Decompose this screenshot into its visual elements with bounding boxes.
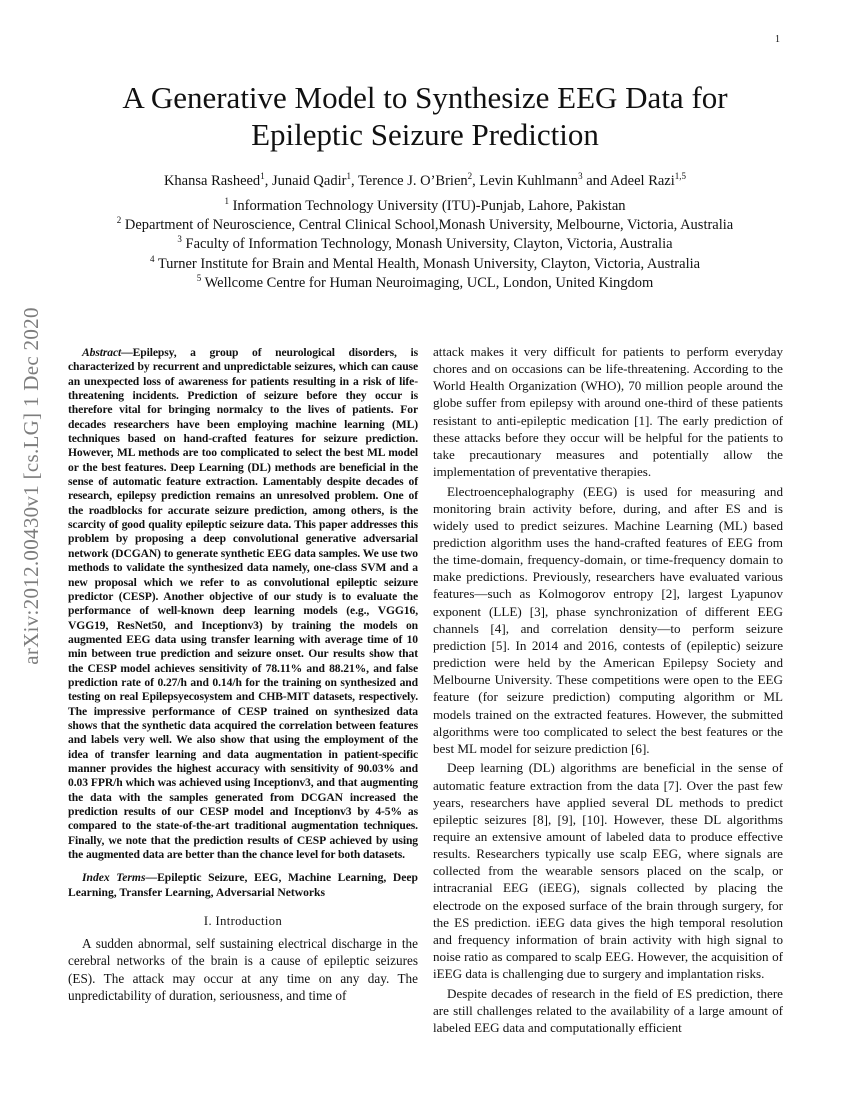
body-paragraph: Electroencephalography (EEG) is used for measuring and monitoring brain activity before, during, and after ES and is widely used to predict seizures. Machine Learning (ML) based prediction algorithm uses the hand-crafted features of EEG from the time-domain, frequency-domain, or time-frequency domain to make predictions. Previously, researchers have evaluated various features—such as Kolmogorov entropy [2], largest Lyapunov exponent (LLE) [3], phase synchronization of different EEG channels [4], and correlation density—to perform seizure prediction [5]. In 2014 and 2016, contests of (epileptic) seizure prediction were held by the American Epilepsy Society and Melbourne University. These competitions were open to the EEG feature (for seizure prediction) computing algorithm or ML models trained on the extracted features. However, the submitted algorithms were too complicated to select the best features or the best ML model for seizure prediction [6]. xyxy=(433,483,783,756)
affiliation: $^2$ Department of Neuroscience, Central Clinical School,Monash University, Melbourne, Victoria, Australia xyxy=(116,215,734,234)
author: Junaid Qadir$^1$ xyxy=(271,171,351,189)
paper-title xyxy=(60,79,790,153)
index-terms-label: Index Terms xyxy=(82,871,146,885)
body-paragraph: Despite decades of research in the field of ES prediction, there are still challenges related to the availability of a large amount of labeled EEG data and computationally efficient xyxy=(433,985,783,1035)
affiliation: $^3$ Faculty of Information Technology, Monash University, Clayton, Victoria, Australia xyxy=(177,234,673,253)
body-paragraph: A sudden abnormal, self sustaining electrical discharge in the cerebral networks of the brain is a cause of epileptic seizures (ES). The attack may occur at any time on any day. The unpredictability of duration, seriousness, and time of xyxy=(68,936,418,1003)
abstract-text: —Epilepsy, a group of neurological disorders, is characterized by recurrent and unpredictable seizures, which can cause an unexpected loss of awareness for patients resulting in a risk of life-threatening incidents. Prediction of seizure before they occur is therefore vital for bringing normalcy to the lives of patients. For decades researchers have been employing machine learning (ML) techniques based on hand-crafted features for seizure prediction. However, ML methods are too complicated to select the best ML model or the best features. Deep Learning (DL) methods are beneficial in the sense of automatic feature extraction. Lamentably despite decades of research, epilepsy prediction remains an unresolved problem. One of the roadblocks for accurate seizure prediction, among others, is the scarcity of good quality epileptic seizure data. This paper addresses this problem by proposing a deep convolutional generative adversarial network (DCGAN) to generate synthetic EEG data samples. We use two methods to validate the synthesized data namely, one-class SVM and a new proposal which we refer to as convolutional epileptic seizure predictor (CESP). Another objective of our study is to evaluate the performance of well-known deep learning models (e.g., VGG16, VGG19, ResNet50, and Inceptionv3) by training the models on augmented EEG data using transfer learning with average time of 10 min between true prediction and seizure onset. Our results show that the CESP model achieves sensitivity of 78.11% and 88.21%, and false prediction rate of 0.27/h and 0.14/h for the training on synthesized and testing on real Epilepsyecosystem and CHB-MIT datasets, respectively. The impressive performance of CESP trained on synthesized data shows that the synthetic data acquired the correlation between features and labels very well. We also show that using the employment of the idea of transfer learning and data augmentation in patient-specific manner provides the highest accuracy with sensitivity of 90.03% and 0.03 FPR/h which was achieved using Inceptionv3, and that augmenting the data with the samples generated from DCGAN increased the prediction results of our CESP model and Inceptionv3 by 4-5% as compared to the state-of-the-art traditional augmentation techniques. Finally, we note that the prediction results of CESP achieved by using the augmented data are better than the chance level for both datasets. xyxy=(68,346,418,862)
affiliation: $^4$ Turner Institute for Brain and Mental Health, Monash University, Clayton, Victoria, Australia xyxy=(149,253,701,272)
section-heading: I. Introduction xyxy=(203,914,283,929)
index-terms xyxy=(68,871,418,900)
abstract-label: Abstract xyxy=(82,346,122,359)
title-line-2: Epileptic Seizure Prediction xyxy=(251,117,599,152)
index-terms-text: —Epileptic Seizure, EEG, Machine Learning, Deep Learning, Transfer Learning, Adversarial Networks xyxy=(68,871,418,899)
author-list: Khansa Rasheed$^1$, Junaid Qadir$^1$, Terence J. O’Brien$^2$, Levin Kuhlmann$^3$ and Adeel Razi$^{1,5}$ xyxy=(163,171,687,189)
author: Terence J. O’Brien$^2$ xyxy=(357,171,473,189)
body-paragraph: Deep learning (DL) algorithms are beneficial in the sense of automatic feature extraction from the data [7]. Over the past few years, researchers have applied several DL methods to predict epileptic seizures [8], [9], [10]. However, these DL algorithms require an extensive amount of labeled data to produce effective results. Researchers typically use scalp EEG, where signals are collected from the wearable sensors placed on the scalp, or intracranial EEG (iEEG), signals collected by placing the electrode on the exposed surface of the brain through surgery, for the ES prediction. iEEG data gives the high temporal resolution and frequency information of brain activity with high signal to noise ratio as compared to scalp EEG. However, the acquisition of iEEG data is challenging due to surgery and implantation risks. xyxy=(433,760,783,982)
author: Adeel Razi$^{1,5}$ xyxy=(609,171,687,189)
affiliation-list xyxy=(40,197,810,293)
arxiv-identifier: arXiv:2012.00430v1 [cs.LG] 1 Dec 2020 xyxy=(19,307,43,665)
body-paragraph: attack makes it very difficult for patients to perform everyday chores and on occasions can be life-threatening. According to the World Health Organization (WHO), 70 million people around the globe suffer from epilepsy with around one-third of these patients resistant to anti-epileptic medication [1]. The early prediction of these attacks before they occur will be helpful for the patients to take precautionary measures and potentially allow the implementation of preventative therapies. xyxy=(433,344,783,480)
title-line-1: A Generative Model to Synthesize EEG Data for xyxy=(122,80,728,115)
author: Khansa Rasheed$^1$ xyxy=(163,171,265,189)
abstract xyxy=(68,346,418,862)
affiliation: $^5$ Wellcome Centre for Human Neuroimaging, UCL, London, United Kingdom xyxy=(196,272,654,291)
author: Levin Kuhlmann$^3$ xyxy=(479,171,583,189)
left-column xyxy=(68,346,418,1004)
right-column xyxy=(433,343,783,1038)
affiliation: $^1$ Information Technology University (ITU)-Punjab, Lahore, Pakistan xyxy=(224,196,626,214)
page-number: 1 xyxy=(775,34,780,45)
